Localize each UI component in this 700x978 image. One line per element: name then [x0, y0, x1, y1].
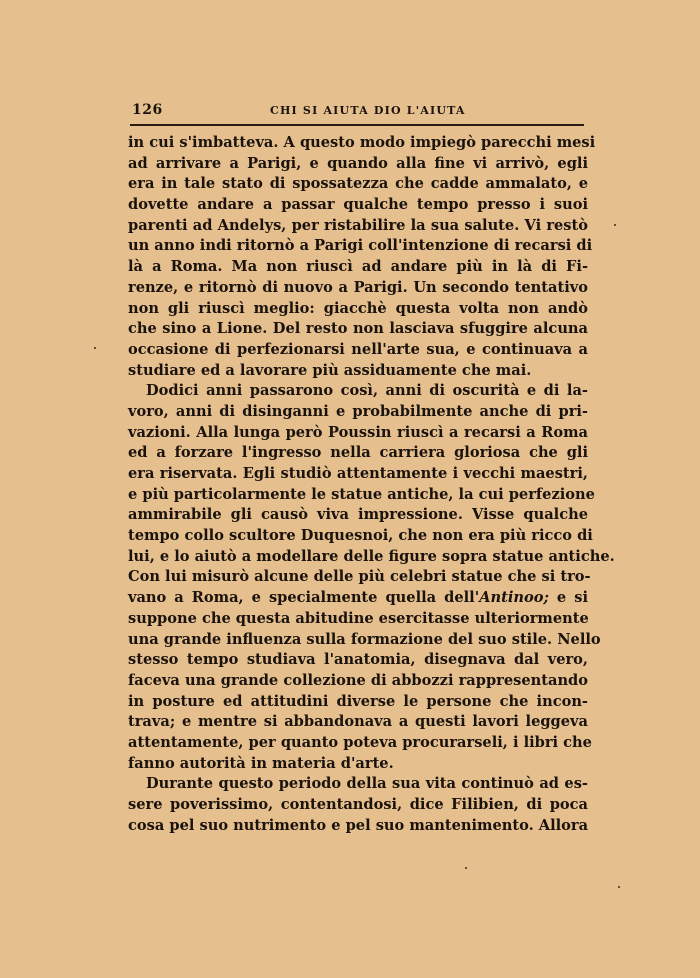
text-line: occasione di perfezionarsi nell'arte sua, e continuava a	[128, 340, 588, 358]
text-line: ad arrivare a Parigi, e quando alla fine vi arrivò, egli	[128, 154, 588, 172]
text-line: voro, anni di disinganni e probabilmente anche di pri-	[128, 402, 588, 420]
text-line: renze, e ritornò di nuovo a Parigi. Un secondo tentativo	[128, 278, 588, 296]
text-line: un anno indi ritornò a Parigi coll'intenzione di recarsi di	[128, 237, 593, 255]
text-line: in posture ed attitudini diverse le persone che incon-	[128, 692, 588, 710]
text-line: attentamente, per quanto poteva procurarseli, i libri che	[128, 733, 592, 751]
running-header	[128, 100, 588, 120]
text-line: ammirabile gli causò viva impressione. Visse qualche	[128, 506, 588, 524]
header-rule	[130, 124, 584, 126]
text-line: parenti ad Andelys, per ristabilire la sua salute. Vi restò	[128, 216, 588, 234]
text-line: Con lui misurò alcune delle più celebri statue che si tro-	[128, 568, 591, 586]
text-line: non gli riuscì meglio: giacchè questa volta non andò	[128, 299, 588, 317]
text-line: sere poverissimo, contentandosi, dice Filibien, di poca	[128, 796, 588, 813]
text-line: trava; e mentre si abbandonava a questi lavori leggeva	[128, 713, 588, 731]
text-line: ed a forzare l'ingresso nella carriera gloriosa che gli	[128, 444, 588, 462]
page-number: 126	[132, 102, 163, 118]
paragraph-end-line: studiare ed a lavorare più assiduamente che mai.	[128, 361, 532, 379]
text-line: vazioni. Alla lunga però Poussin riuscì a recarsi a Roma	[128, 423, 588, 441]
running-title: CHI SI AIUTA DIO L'AIUTA	[270, 104, 466, 117]
italic-word: Antinoo;	[479, 589, 549, 607]
paper-speck	[94, 347, 96, 349]
paper-speck	[465, 867, 467, 869]
paragraph-start-line: Durante questo periodo della sua vita continuò ad es-	[146, 775, 588, 793]
text-segment: vano a Roma, e specialmente quella dell'	[128, 589, 480, 607]
text-line: là a Roma. Ma non riuscì ad andare più in là di Fi-	[128, 258, 588, 276]
text-line: suppone che questa abitudine esercitasse ulteriormente	[128, 609, 589, 627]
text-line: era in tale stato di spossatezza che cadde ammalato, e	[128, 175, 588, 193]
body-text	[128, 133, 615, 836]
text-line: una grande influenza sulla formazione del suo stile. Nello	[128, 630, 601, 648]
text-line: cosa pel suo nutrimento e pel suo mantenimento. Allora	[128, 816, 589, 834]
text-line: stesso tempo studiava l'anatomia, disegnava dal vero,	[128, 651, 588, 669]
text-line: e più particolarmente le statue antiche, la cui perfezione	[128, 485, 595, 503]
paragraph-end-line: fanno autorità in materia d'arte.	[128, 754, 394, 772]
text-line: in cui s'imbatteva. A questo modo impiegò parecchi mesi	[128, 134, 596, 151]
paper-speck	[614, 224, 616, 226]
text-line: tempo collo scultore Duquesnoi, che non era più ricco di	[128, 527, 593, 545]
text-line: faceva una grande collezione di abbozzi rappresentando	[128, 671, 588, 689]
paragraph-start-line: Dodici anni passarono così, anni di oscurità e di la-	[146, 382, 588, 400]
paper-speck	[618, 886, 620, 888]
text-segment: e si	[548, 589, 588, 607]
text-line: che sino a Lione. Del resto non lasciava sfuggire alcuna	[128, 320, 588, 338]
text-line-with-italic	[128, 588, 588, 609]
text-line: dovette andare a passar qualche tempo presso i suoi	[128, 196, 588, 214]
text-line: era riservata. Egli studiò attentamente i vecchi maestri,	[128, 465, 588, 482]
text-line: lui, e lo aiutò a modellare delle figure sopra statue antiche.	[128, 547, 615, 565]
